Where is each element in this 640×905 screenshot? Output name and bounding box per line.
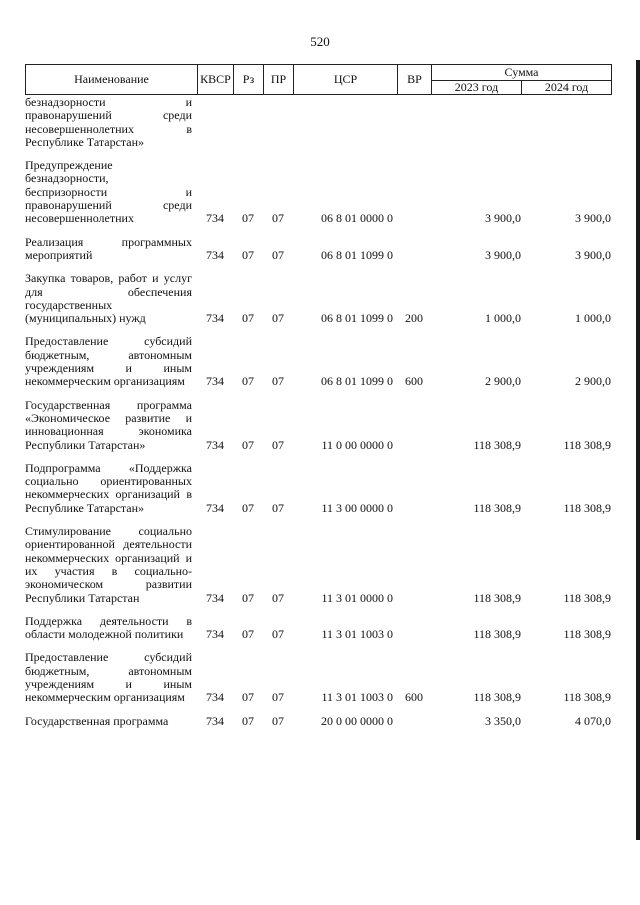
row-sum-2024: 3 900,0	[575, 211, 611, 226]
row-pr: 07	[272, 590, 284, 605]
row-rz: 07	[242, 247, 254, 262]
row-csr: 11 3 01 1003 0	[321, 627, 393, 642]
row-rz: 07	[242, 627, 254, 642]
row-csr: 11 3 00 0000 0	[321, 500, 393, 515]
table-row	[25, 615, 611, 652]
header-year-2023: 2023 год	[432, 81, 522, 95]
row-csr: 11 3 01 1003 0	[321, 690, 393, 705]
header-name: Наименование	[26, 65, 198, 95]
row-sum-2024: 118 308,9	[563, 500, 611, 515]
row-kvsr: 734	[206, 627, 224, 642]
table-row	[25, 525, 611, 615]
row-csr: 11 3 01 0000 0	[321, 590, 393, 605]
row-vr: 600	[405, 690, 423, 705]
row-sum-2024: 2 900,0	[575, 374, 611, 389]
row-kvsr: 734	[206, 247, 224, 262]
row-pr: 07	[272, 374, 284, 389]
row-pr: 07	[272, 311, 284, 326]
header-rz: Рз	[234, 65, 264, 95]
row-sum-2023: 118 308,9	[473, 690, 521, 705]
table-row	[25, 715, 611, 738]
row-pr: 07	[272, 690, 284, 705]
row-kvsr: 734	[206, 437, 224, 452]
row-kvsr: 734	[206, 211, 224, 226]
row-kvsr: 734	[206, 590, 224, 605]
row-csr: 06 8 01 1099 0	[321, 374, 393, 389]
row-kvsr: 734	[206, 713, 224, 728]
table-row	[25, 96, 611, 159]
row-sum-2023: 118 308,9	[473, 627, 521, 642]
table-body	[25, 96, 611, 738]
row-pr: 07	[272, 500, 284, 515]
row-sum-2023: 3 900,0	[485, 211, 521, 226]
row-name: Подпрограмма «Поддержка социально ориентированных некоммерческих организаций в Республике Татарстан»	[25, 460, 192, 515]
row-name: Государственная программа «Экономическое развитие и инновационная экономика Республики Татарстан»	[25, 397, 192, 452]
row-rz: 07	[242, 311, 254, 326]
row-csr: 06 8 01 1099 0	[321, 311, 393, 326]
row-sum-2024: 118 308,9	[563, 690, 611, 705]
row-name: Предоставление субсидий бюджетным, автономным учреждениям и иным некоммерческим организациям	[25, 650, 192, 705]
row-name: безнадзорности и правонарушений среди несовершеннолетних в Республике Татарстан»	[25, 95, 192, 149]
row-rz: 07	[242, 690, 254, 705]
row-vr: 200	[405, 311, 423, 326]
row-name: Предоставление субсидий бюджетным, автономным учреждениям и иным некоммерческим организациям	[25, 334, 192, 389]
row-sum-2024: 3 900,0	[575, 247, 611, 262]
row-sum-2023: 3 900,0	[485, 247, 521, 262]
scan-edge-shadow	[636, 60, 640, 840]
row-pr: 07	[272, 211, 284, 226]
row-sum-2023: 118 308,9	[473, 590, 521, 605]
header-vr: ВР	[398, 65, 432, 95]
row-pr: 07	[272, 713, 284, 728]
page-number: 520	[310, 34, 330, 49]
row-rz: 07	[242, 211, 254, 226]
row-sum-2024: 118 308,9	[563, 590, 611, 605]
row-sum-2024: 118 308,9	[563, 437, 611, 452]
row-sum-2024: 118 308,9	[563, 627, 611, 642]
row-rz: 07	[242, 713, 254, 728]
row-csr: 20 0 00 0000 0	[321, 713, 393, 728]
row-kvsr: 734	[206, 500, 224, 515]
row-pr: 07	[272, 437, 284, 452]
table-row	[25, 335, 611, 398]
row-rz: 07	[242, 437, 254, 452]
row-sum-2023: 2 900,0	[485, 374, 521, 389]
row-name: Государственная программа	[25, 713, 169, 728]
row-name: Закупка товаров, работ и услуг для обеспечения государственных (муниципальных) нужд	[25, 271, 192, 326]
row-sum-2024: 1 000,0	[575, 311, 611, 326]
header-year-2024: 2024 год	[522, 81, 612, 95]
row-name: Реализация программных мероприятий	[25, 234, 192, 262]
header-sum: Сумма	[432, 65, 612, 81]
table-row	[25, 159, 611, 235]
row-sum-2023: 118 308,9	[473, 500, 521, 515]
row-csr: 11 0 00 0000 0	[321, 437, 393, 452]
header-kvsr: КВСР	[198, 65, 234, 95]
row-kvsr: 734	[206, 311, 224, 326]
table-row	[25, 236, 611, 273]
row-sum-2024: 4 070,0	[575, 713, 611, 728]
row-rz: 07	[242, 374, 254, 389]
row-sum-2023: 1 000,0	[485, 311, 521, 326]
table-row	[25, 651, 611, 714]
row-name: Поддержка деятельности в области молодежной политики	[25, 613, 192, 642]
table-row	[25, 399, 611, 462]
header-pr: ПР	[264, 65, 294, 95]
row-rz: 07	[242, 590, 254, 605]
table-row	[25, 272, 611, 335]
table-row	[25, 462, 611, 525]
table-header	[25, 64, 612, 95]
row-name: Предупреждение безнадзорности, беспризорности и правонарушений среди несовершеннолетних	[25, 158, 192, 226]
row-pr: 07	[272, 627, 284, 642]
header-csr: ЦСР	[294, 65, 398, 95]
row-csr: 06 8 01 0000 0	[321, 211, 393, 226]
row-csr: 06 8 01 1099 0	[321, 247, 393, 262]
row-pr: 07	[272, 247, 284, 262]
row-sum-2023: 3 350,0	[485, 713, 521, 728]
row-kvsr: 734	[206, 690, 224, 705]
row-rz: 07	[242, 500, 254, 515]
row-sum-2023: 118 308,9	[473, 437, 521, 452]
row-vr: 600	[405, 374, 423, 389]
row-kvsr: 734	[206, 374, 224, 389]
row-name: Стимулирование социально ориентированной деятельности некоммерческих организаций и их участия в социально-экономическом развитии Республики Татарстан	[25, 524, 192, 605]
